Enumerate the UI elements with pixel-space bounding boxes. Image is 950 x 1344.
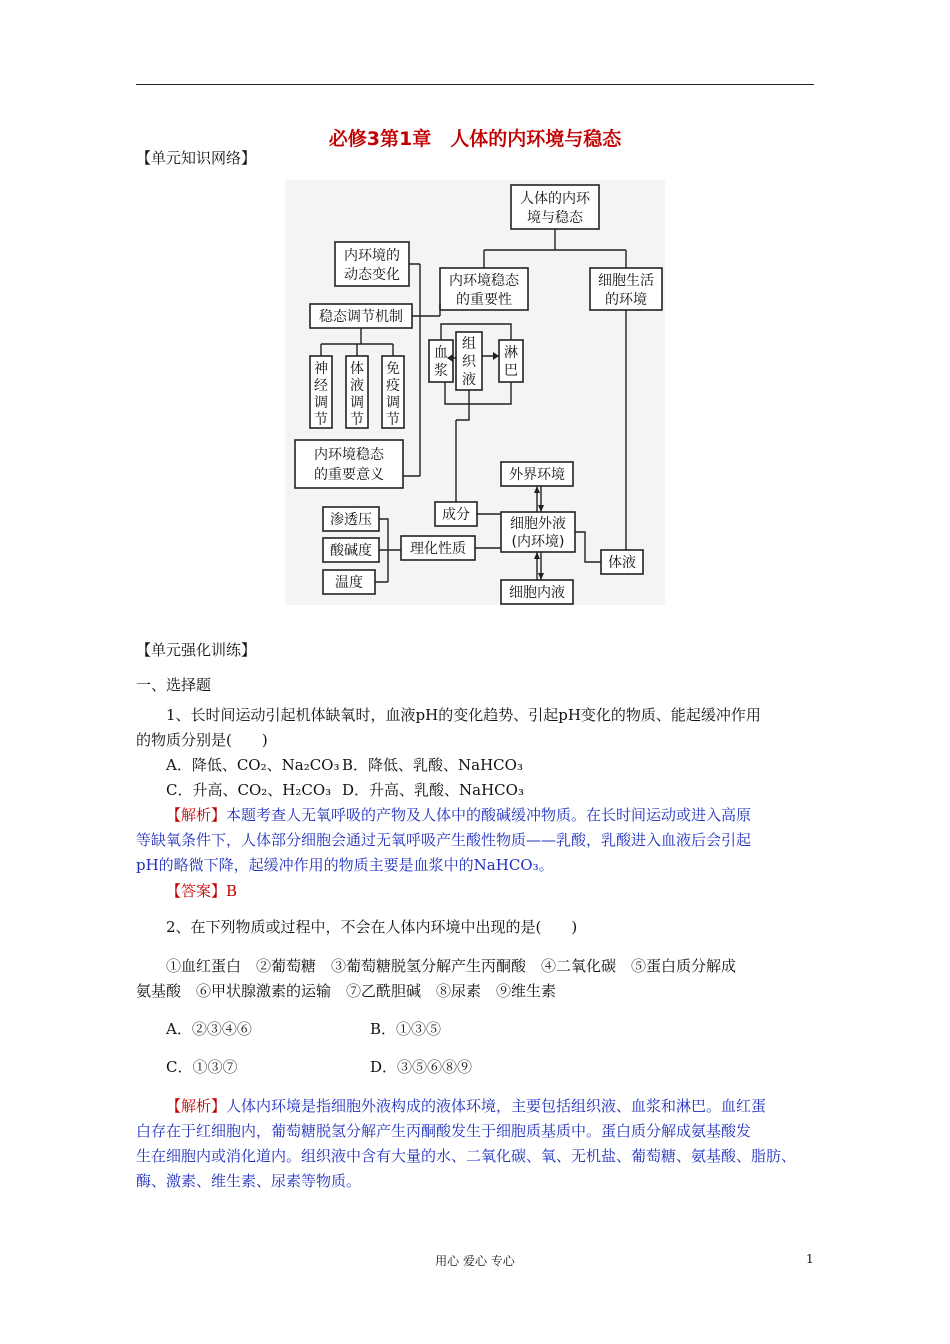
node-humoral-1: 体 (350, 361, 364, 377)
q1-analysis-line1: 【解析】本题考查人无氧呼吸的产物及人体中的酸碱缓冲物质。在长时间运动或进入高原 (166, 806, 752, 824)
node-immune-4: 节 (386, 412, 400, 428)
node-meaning-line1: 内环境稳态 (314, 447, 384, 463)
node-cell-env-line1: 细胞生活 (598, 273, 654, 289)
node-tissue-3: 液 (462, 372, 476, 388)
node-immune-3: 调 (386, 395, 400, 411)
q2-analysis-line3: 生在细胞内或消化道内。组织液中含有大量的水、二氧化碳、氧、无机盐、葡萄糖、氨基酸、脂肪、 (136, 1147, 797, 1165)
node-mechanism: 稳态调节机制 (319, 309, 403, 325)
node-nerve-3: 调 (314, 395, 328, 411)
node-importance-line2: 的重要性 (456, 292, 512, 308)
q1-option-d: D．升高、乳酸、NaHCO₃ (342, 781, 524, 799)
q2-analysis-line1: 【解析】人体内环境是指细胞外液构成的液体环境，主要包括组织液、血浆和淋巴。血红蛋 (166, 1097, 767, 1115)
q1-answer: 【答案】B (166, 882, 238, 900)
node-body-fluid: 体液 (608, 555, 636, 571)
q2-analysis-line2: 白存在于红细胞内，葡萄糖脱氢分解产生丙酮酸发生于细胞质基质中。蛋白质分解成氨基酸发 (136, 1122, 752, 1140)
q1-option-a: A．降低、CO₂、Na₂CO₃ (166, 756, 340, 774)
q1-answer-value: B (226, 882, 238, 900)
q1-stem-line2: 的物质分别是( ) (136, 731, 268, 749)
node-cell-env-line2: 的环境 (605, 292, 647, 308)
knowledge-network-diagram (285, 180, 665, 605)
node-lymph-1: 淋 (504, 345, 518, 361)
node-root-line1: 人体的内环 (520, 191, 590, 207)
node-tissue-1: 组 (462, 336, 476, 352)
q2-option-b: B．①③⑤ (370, 1020, 442, 1038)
node-root-line2: 境与稳态 (527, 210, 583, 226)
node-extracellular-line1: 细胞外液 (510, 516, 566, 532)
node-dynamic-line2: 动态变化 (344, 267, 400, 283)
q2-items-line1: ①血红蛋白 ②葡萄糖 ③葡萄糖脱氢分解产生丙酮酸 ④二氧化碳 ⑤蛋白质分解成 (166, 957, 737, 975)
page-number: 1 (806, 1252, 814, 1266)
q1-analysis-tag: 【解析】 (166, 806, 227, 824)
node-extracellular-line2: (内环境) (511, 534, 565, 550)
part-heading-choice: 一、选择题 (136, 676, 212, 694)
q2-stem: 2、在下列物质或过程中，不会在人体内环境中出现的是( ) (166, 918, 578, 936)
node-ph: 酸碱度 (330, 543, 372, 559)
header-rule (136, 84, 814, 85)
node-component: 成分 (442, 507, 470, 523)
node-nerve-1: 神 (314, 361, 328, 377)
q1-analysis-line2: 等缺氧条件下，人体部分细胞会通过无氧呼吸产生酸性物质——乳酸，乳酸进入血液后会引起 (136, 831, 752, 849)
page-title: 必修3第1章 人体的内环境与稳态 (328, 128, 622, 150)
q2-option-d: D．③⑤⑥⑧⑨ (370, 1058, 473, 1076)
node-immune-1: 免 (386, 361, 400, 377)
section-heading-network: 【单元知识网络】 (136, 149, 257, 167)
node-nerve-4: 节 (314, 412, 328, 428)
node-dynamic-line1: 内环境的 (344, 248, 400, 264)
node-nerve-2: 经 (314, 378, 328, 394)
q1-stem-line1: 1、长时间运动引起机体缺氧时，血液pH的变化趋势、引起pH变化的物质、能起缓冲作用 (166, 706, 761, 724)
node-humoral-3: 调 (350, 395, 364, 411)
node-physchem: 理化性质 (410, 541, 466, 557)
node-plasma-2: 浆 (434, 363, 448, 379)
node-meaning-line2: 的重要意义 (314, 467, 384, 483)
node-lymph-2: 巴 (504, 363, 518, 379)
section-heading-training: 【单元强化训练】 (136, 641, 257, 659)
node-humoral-2: 液 (350, 378, 364, 394)
q2-option-a: A．②③④⑥ (166, 1020, 252, 1038)
node-intracellular: 细胞内液 (509, 585, 565, 601)
q1-option-c: C．升高、CO₂、H₂CO₃ (166, 781, 332, 799)
q1-analysis-line3: pH的略微下降，起缓冲作用的物质主要是血浆中的NaHCO₃。 (136, 856, 554, 874)
q2-analysis-line4: 酶、激素、维生素、尿素等物质。 (136, 1172, 362, 1190)
node-plasma-1: 血 (434, 345, 448, 361)
node-tissue-2: 织 (462, 354, 476, 370)
node-temperature: 温度 (335, 575, 363, 591)
q2-items-line2: 氨基酸 ⑥甲状腺激素的运输 ⑦乙酰胆碱 ⑧尿素 ⑨维生素 (136, 982, 557, 1000)
node-outer-env: 外界环境 (509, 467, 565, 483)
q2-analysis-tag: 【解析】 (166, 1097, 227, 1115)
footer-slogan: 用心 爱心 专心 (435, 1254, 515, 1268)
q2-option-c: C．①③⑦ (166, 1058, 238, 1076)
node-importance-line1: 内环境稳态 (449, 273, 519, 289)
node-immune-2: 疫 (386, 378, 400, 394)
node-osmotic: 渗透压 (330, 512, 372, 528)
q1-option-b: B．降低、乳酸、NaHCO₃ (342, 756, 523, 774)
node-humoral-4: 节 (350, 412, 364, 428)
